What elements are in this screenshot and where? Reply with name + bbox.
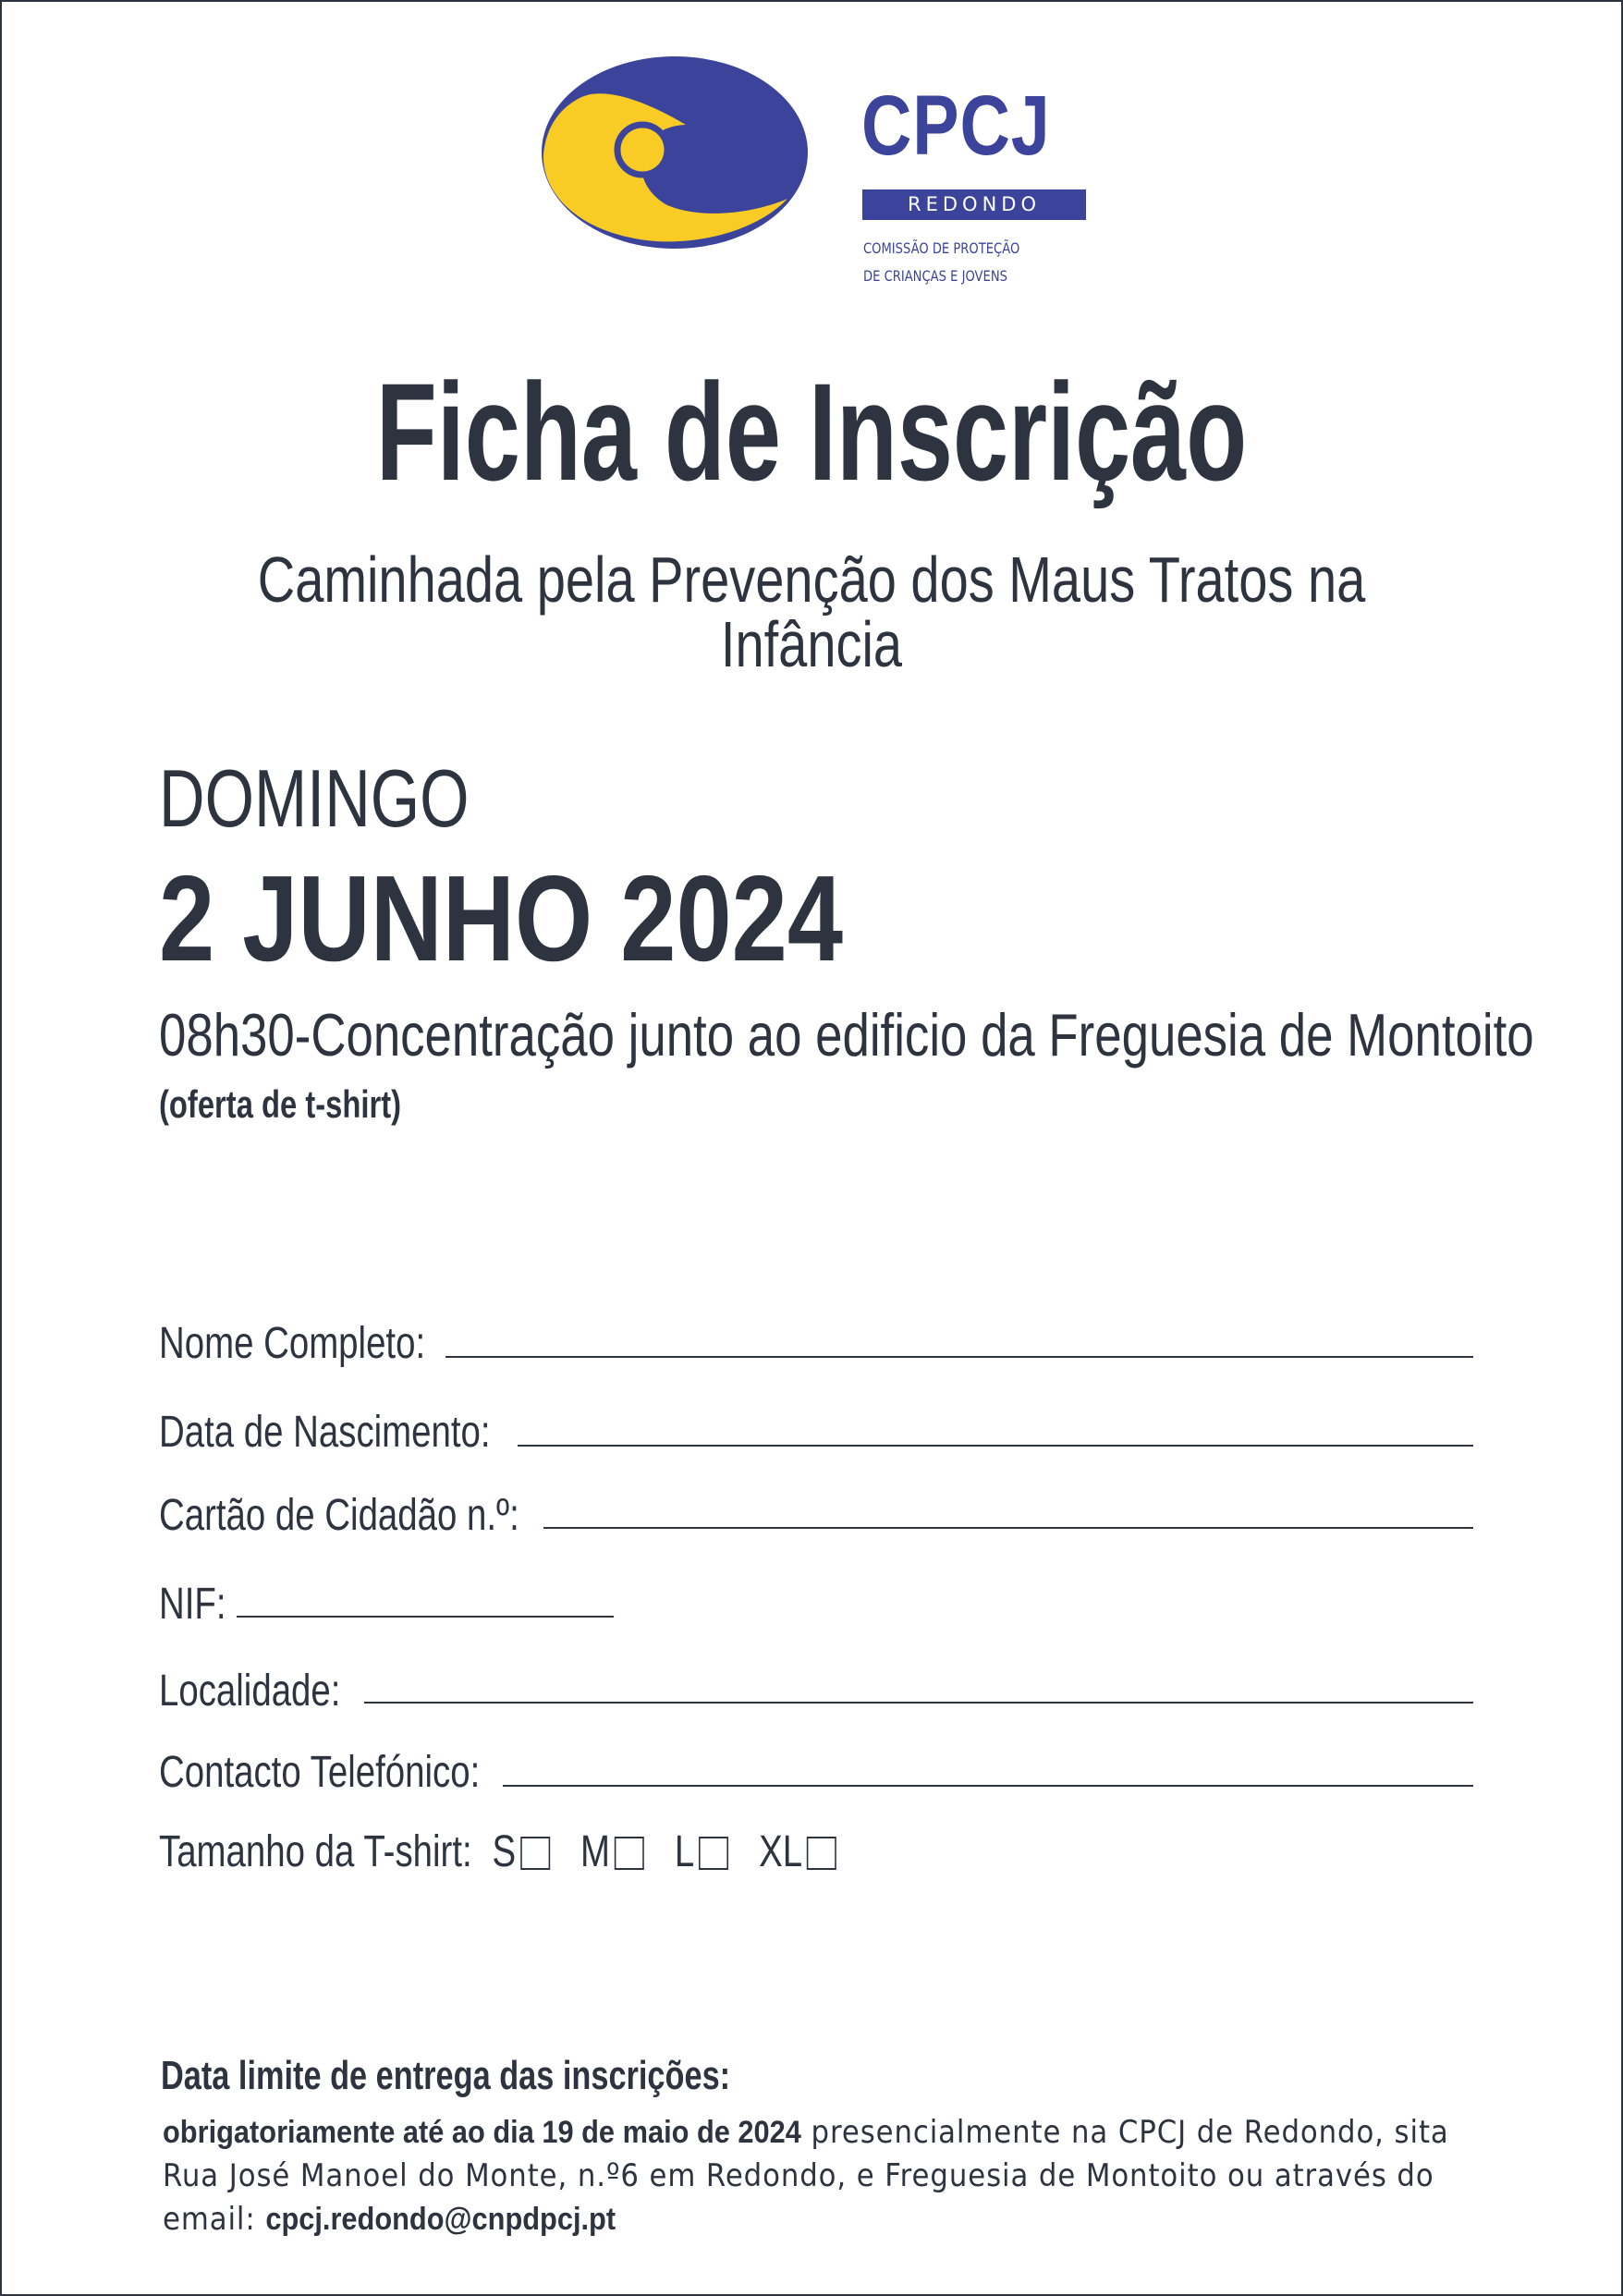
citizen-card-field[interactable] [543, 1527, 1473, 1529]
locality-field[interactable] [364, 1702, 1473, 1704]
event-meeting-point: 08h30-Concentração junto ao edificio da Freguesia de Montoito [159, 1001, 1534, 1069]
name-field[interactable] [445, 1356, 1473, 1358]
tshirt-size-label: Tamanho da T-shirt: [159, 1827, 472, 1876]
size-option-s [492, 1827, 550, 1876]
birth-date-field[interactable] [518, 1445, 1473, 1447]
size-l-label: L [674, 1827, 695, 1876]
brand-description-line-1: COMISSÃO DE PROTEÇÃO [863, 239, 1020, 257]
deadline-line-3 [163, 2198, 1576, 2241]
birth-date-label: Data de Nascimento: [159, 1408, 491, 1457]
deadline-text-line-2: Rua José Manoel do Monte, n.º6 em Redondo, e Freguesia de Montoito ou através do [163, 2157, 1434, 2194]
deadline-bold-lead: obrigatoriamente até ao dia 19 de maio de 2024 [163, 2115, 801, 2150]
deadline-line-1 [163, 2111, 1576, 2155]
deadline-text-line-1: presencialmente na CPCJ de Redondo, sita [800, 2114, 1449, 2151]
size-xl-label: XL [759, 1827, 803, 1876]
locality-label: Localidade: [159, 1667, 341, 1716]
cpcj-logo-icon [538, 53, 811, 251]
event-offer-note: (oferta de t-shirt) [159, 1082, 402, 1126]
tshirt-size-row [159, 1827, 836, 1876]
size-m-label: M [580, 1827, 611, 1876]
size-s-label: S [492, 1827, 517, 1876]
citizen-card-label: Cartão de Cidadão n.º: [159, 1491, 519, 1540]
brand-location-band: REDONDO [862, 189, 1086, 220]
size-s-checkbox[interactable] [520, 1837, 550, 1870]
size-option-l [674, 1827, 728, 1876]
nif-field[interactable] [237, 1616, 614, 1618]
brand-name: CPCJ [861, 79, 1051, 173]
deadline-text [163, 2111, 1576, 2241]
event-date: 2 JUNHO 2024 [159, 850, 844, 986]
email-prefix: email: [163, 2201, 266, 2238]
name-label: Nome Completo: [159, 1319, 426, 1368]
nif-label: NIF: [159, 1580, 226, 1629]
contact-email: cpcj.redondo@cnpdpcj.pt [265, 2202, 616, 2237]
size-option-m [580, 1827, 644, 1876]
page-subtitle: Caminhada pela Prevenção dos Maus Tratos na Infância [257, 543, 1366, 680]
brand-description-line-2: DE CRIANÇAS E JOVENS [863, 267, 1007, 285]
size-l-checkbox[interactable] [699, 1837, 728, 1870]
phone-label: Contacto Telefónico: [159, 1748, 481, 1797]
page-title: Ficha de Inscrição [375, 354, 1248, 509]
phone-field[interactable] [503, 1785, 1473, 1787]
size-m-checkbox[interactable] [615, 1837, 644, 1870]
size-option-xl [759, 1827, 836, 1876]
deadline-title: Data limite de entrega das inscrições: [161, 2053, 731, 2098]
brand-description [863, 235, 1019, 290]
size-xl-checkbox[interactable] [807, 1837, 836, 1870]
event-day: DOMINGO [159, 752, 470, 844]
